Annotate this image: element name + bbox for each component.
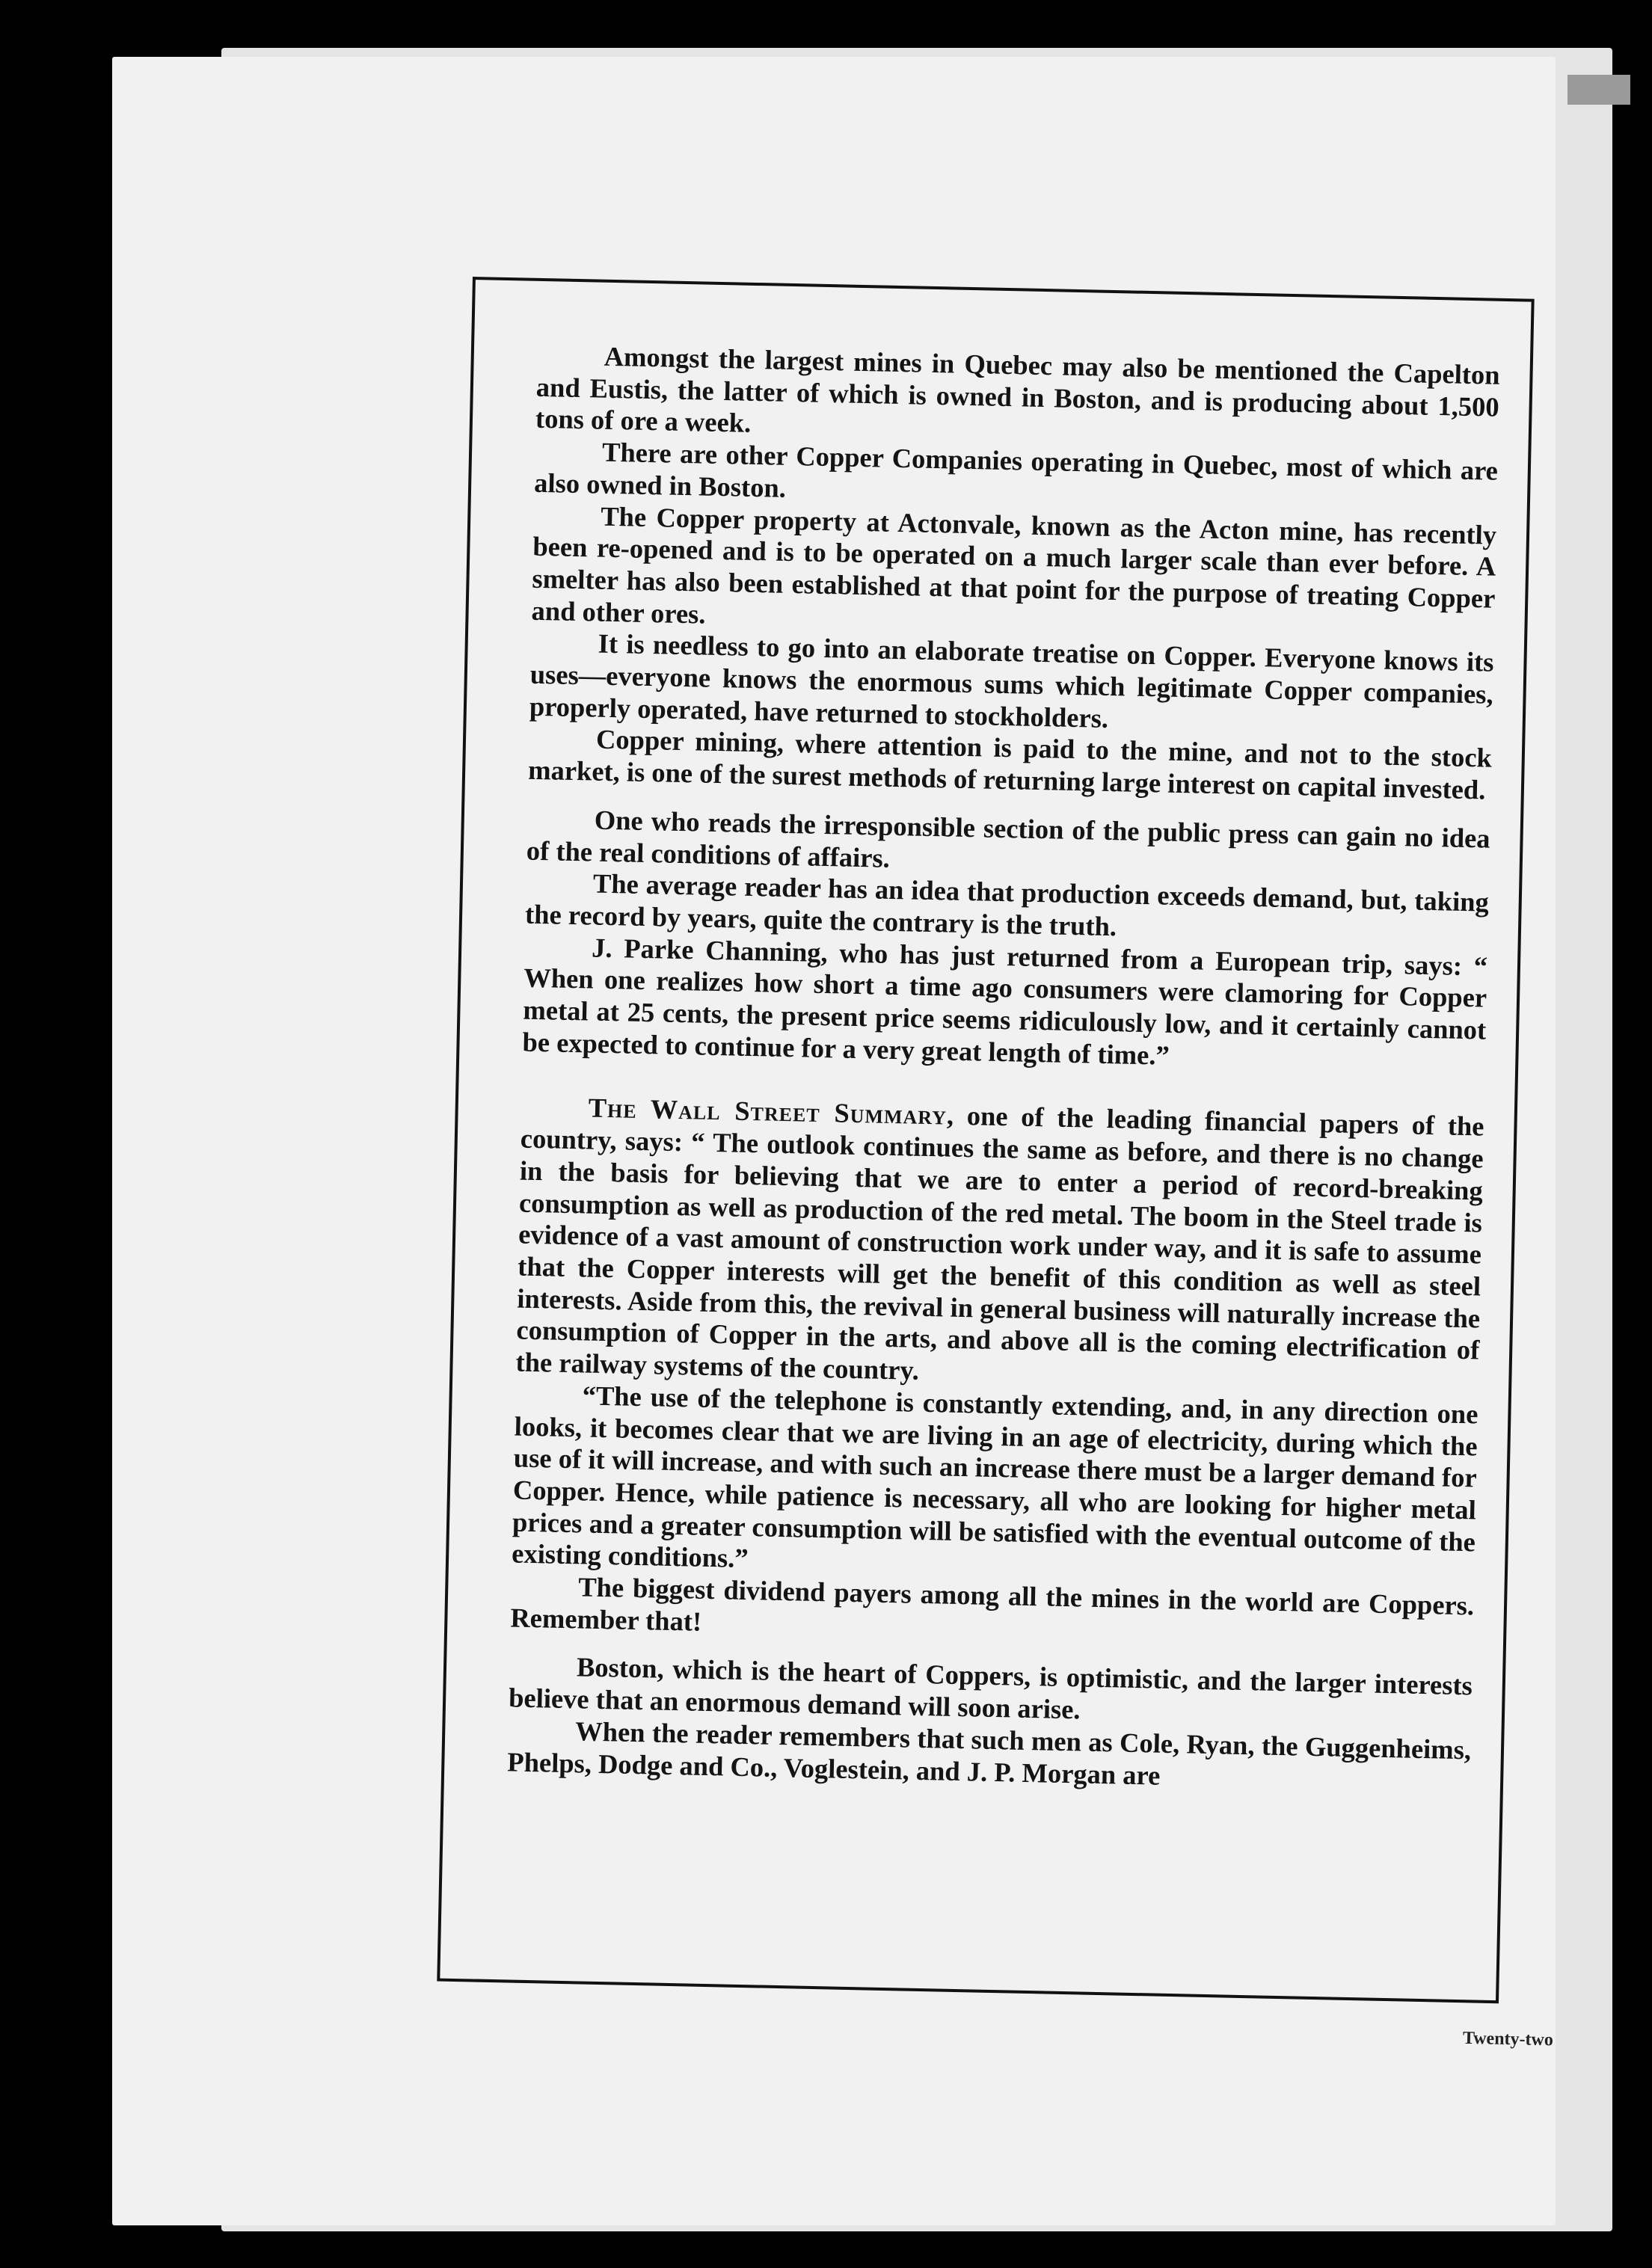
paragraph-dividend-payers: The biggest dividend payers among all the mines in the world are Coppers. Remember that!: [510, 1571, 1475, 1637]
paragraph-acton-mine: The Copper property at Actonvale, known as the Acton mine, has recently been re-opened and is to be operated on a much larger scale than ever before. A smelter has also been established at that point for the purpose of treating Copper and other ores.: [531, 500, 1497, 630]
paragraph-other-companies: There are other Copper Companies operating in Quebec, most of which are also owned in Boston.: [533, 436, 1499, 503]
paragraph-boston: Boston, which is the heart of Coppers, is optimistic, and the larger interests believe that an enormous demand will soon arise.: [508, 1651, 1473, 1725]
body-text: [507, 339, 1500, 1798]
summary-intro: , one of the leading financial papers of the country, says: “ The outlook continues the same as before, and there is no change in the basis for believing that we are to enter a period of record-breaking consumption as well as production of the red metal. The boom in the Steel trade is evidence of a vast amount of construction work under way, and it is safe to assume that the Copper interests will get the benefit of this condition as well as steel interests. Aside from this, the revival in general business will naturally increase the consumption of Copper in the arts, and above all is the coming electrification of the railway systems of the country.: [515, 1099, 1484, 1386]
text-frame: [437, 277, 1534, 2003]
paragraph-reader-remembers: When the reader remembers that such men as Cole, Ryan, the Guggenheims, Phelps, Dodge and Co., Voglestein, and J. P. Morgan are: [507, 1715, 1472, 1791]
scan-corner-mark: [1567, 75, 1630, 105]
paragraph-channing-quote: J. Parke Channing, who has just returned from a European trip, says: “ When one realizes how short a time ago consumers were clamoring for Copper metal at 25 cents, the present price seems ridiculously low, and it certainly cannot be expected to continue for a very great length of time.”: [522, 932, 1488, 1071]
paragraph-public-press: One who reads the irresponsible section of the public press can gain no idea of the real conditions of affairs.: [526, 804, 1490, 873]
paragraph-average-reader: The average reader has an idea that production exceeds demand, but, taking the record by years, quite the contrary is the truth.: [524, 867, 1490, 942]
paragraph-wall-street-summary: [515, 1091, 1484, 1398]
summary-title: The Wall Street Summary: [588, 1092, 948, 1131]
paragraph-telephone: “The use of the telephone is constantly extending, and, in any direction one looks, it becomes clear that we are living in an age of electricity, during which the use of it will increase, and with such an increase there must be a larger demand for Copper. Hence, while patience is necessary, all who are looking for higher metal prices and a greater consumption will be satisfied with the eventual outcome of the existing conditions.”: [511, 1380, 1478, 1574]
page-number: Twenty-two: [1462, 2028, 1554, 2050]
paragraph-copper-mining: Copper mining, where attention is paid to the mine, and not to the stock market, is one of the surest methods of returning large interest on capital invested.: [527, 724, 1493, 805]
paragraph-quebec-mines: Amongst the largest mines in Quebec may also be mentioned the Capelton and Eustis, the latter of which is owned in Boston, and is producing about 1,500 tons of ore a week.: [535, 340, 1500, 439]
paragraph-copper-uses: It is needless to go into an elaborate treatise on Copper. Everyone knows its uses—everyone knows the enormous sums which legitimate Copper companies, properly operated, have returned to stockholders.: [529, 627, 1494, 734]
